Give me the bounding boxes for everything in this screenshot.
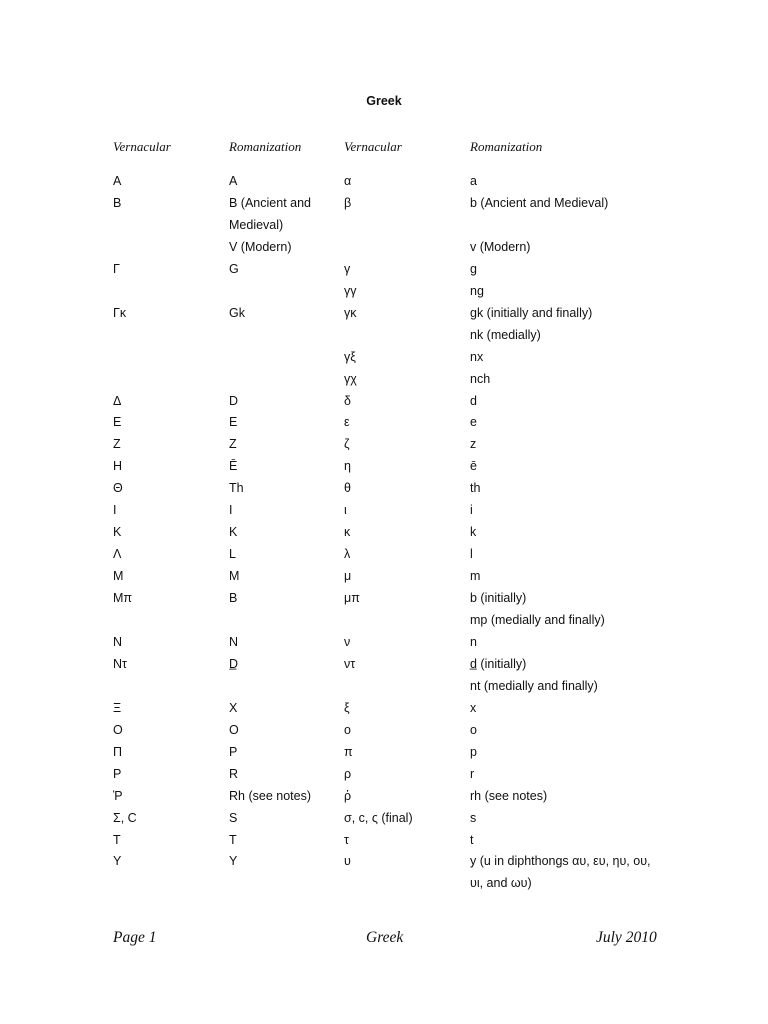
table-cell: s: [470, 810, 477, 825]
table-cell: n: [470, 634, 477, 649]
table-row: [0, 346, 768, 368]
table-cell: Ι: [113, 503, 117, 518]
table-cell: D̲: [229, 656, 239, 671]
table-cell: mp (medially and finally): [470, 613, 605, 627]
table-cell: γχ: [344, 371, 357, 386]
table-row: [0, 324, 768, 346]
table-cell: V (Modern): [229, 239, 292, 254]
table-cell: ξ: [344, 700, 350, 715]
table-row: [0, 763, 768, 785]
table-cell: d: [470, 393, 477, 408]
header-vernacular-2: Vernacular: [344, 139, 402, 154]
table-row: [0, 521, 768, 543]
table-cell: ng: [470, 283, 484, 298]
table-cell: T: [229, 832, 237, 847]
table-cell: i: [470, 503, 473, 518]
table-row: [0, 236, 768, 258]
table-cell: X: [229, 700, 238, 715]
table-row: [0, 872, 768, 894]
table-row: [0, 675, 768, 697]
table-cell: Μπ: [113, 591, 133, 606]
table-cell: Λ: [113, 547, 122, 562]
table-cell: ῥ: [344, 788, 352, 803]
table-cell: δ: [344, 393, 351, 408]
table-cell: z: [470, 437, 477, 452]
table-cell: nt (medially and finally): [470, 678, 598, 693]
table-cell: Κ: [113, 525, 122, 540]
table-cell: Th: [229, 481, 244, 496]
page-title: Greek: [366, 94, 402, 108]
table-cell: Ρ: [113, 766, 122, 781]
table-cell: η: [344, 459, 351, 474]
table-row: [0, 258, 768, 280]
table-cell: ντ: [344, 656, 356, 671]
table-cell: B: [229, 591, 238, 606]
table-row: [0, 653, 768, 675]
table-cell: Medieval): [229, 217, 284, 232]
table-cell: M: [229, 569, 240, 584]
header-vernacular-1: Vernacular: [113, 139, 171, 154]
table-row: [0, 543, 768, 565]
table-cell: ε: [344, 415, 350, 430]
table-cell: e: [470, 415, 477, 430]
table-cell: υ: [344, 854, 351, 869]
table-cell: Β: [113, 195, 122, 210]
table-cell: th: [470, 481, 481, 496]
table-cell: Ν: [113, 634, 123, 649]
footer-date: July 2010: [596, 929, 657, 946]
footer-page-number: Page 1: [113, 929, 157, 946]
table-cell: ο: [344, 722, 351, 737]
table-cell: l: [470, 547, 473, 562]
table-cell: π: [344, 744, 353, 759]
table-cell: ζ: [344, 437, 350, 452]
table-cell: Δ: [113, 393, 122, 408]
table-row: [0, 785, 768, 807]
table-row: [0, 697, 768, 719]
table-cell: Π: [113, 744, 123, 759]
table-cell: p: [470, 744, 477, 759]
table-cell: Ῥ: [113, 788, 123, 803]
table-cell: Y: [229, 854, 238, 869]
table-cell: d̲ (initially): [470, 656, 527, 671]
table-cell: Rh (see notes): [229, 788, 311, 803]
table-cell: γκ: [344, 305, 357, 320]
header-romanization-1: Romanization: [229, 139, 302, 154]
table-cell: D: [229, 393, 239, 408]
table-cell: Μ: [113, 569, 124, 584]
table-cell: ρ: [344, 766, 352, 781]
table-cell: ι: [344, 503, 347, 518]
table-cell: Τ: [113, 832, 121, 847]
table-cell: N: [229, 634, 239, 649]
table-cell: Α: [113, 174, 122, 188]
table-cell: B (Ancient and: [229, 195, 311, 210]
table-cell: I: [229, 503, 233, 518]
table-row: [0, 280, 768, 302]
table-cell: Ε: [113, 415, 122, 430]
table-cell: t: [470, 832, 474, 847]
table-cell: Γκ: [113, 305, 127, 320]
table-cell: γξ: [344, 349, 356, 364]
table-cell: σ, c, ς (final): [344, 810, 413, 825]
table-row: [0, 433, 768, 455]
table-row: [0, 499, 768, 521]
table-cell: g: [470, 261, 477, 276]
table-row: [0, 741, 768, 763]
table-row: [0, 631, 768, 653]
table-row: [0, 587, 768, 609]
table-cell: m: [470, 569, 481, 584]
table-cell: P: [229, 744, 238, 759]
table-row: [0, 807, 768, 829]
table-cell: ē: [470, 459, 477, 474]
table-cell: Η: [113, 459, 123, 474]
table-cell: rh (see notes): [470, 788, 548, 803]
table-cell: υι, and ωυ): [470, 876, 532, 891]
table-cell: nch: [470, 371, 491, 386]
table-cell: x: [470, 700, 477, 715]
table-row: [0, 719, 768, 741]
table-cell: Θ: [113, 481, 123, 496]
footer-section: Greek: [366, 929, 404, 946]
table-cell: Ξ: [113, 700, 122, 715]
table-cell: v (Modern): [470, 239, 531, 254]
table-row: [0, 390, 768, 412]
table-cell: Σ, C: [113, 810, 137, 825]
table-cell: Gk: [229, 305, 245, 320]
table-cell: ν: [344, 634, 351, 649]
table-cell: R: [229, 766, 239, 781]
table-cell: S: [229, 810, 238, 825]
table-cell: Ζ: [113, 437, 121, 452]
table-row: [0, 455, 768, 477]
table-cell: μπ: [344, 591, 360, 606]
table-cell: b (Ancient and Medieval): [470, 195, 609, 210]
table-row: [0, 477, 768, 499]
table-cell: E: [229, 415, 238, 430]
table-cell: β: [344, 195, 352, 210]
table-row: [0, 170, 768, 192]
table-row: [0, 411, 768, 433]
table-cell: r: [470, 766, 475, 781]
table-cell: gk (initially and finally): [470, 305, 593, 320]
table-row: [0, 829, 768, 851]
table-cell: κ: [344, 525, 351, 540]
table-cell: b (initially): [470, 591, 527, 606]
table-row: [0, 850, 768, 872]
table-row: [0, 565, 768, 587]
table-cell: a: [470, 174, 477, 188]
table-cell: nk (medially): [470, 327, 541, 342]
table-row: [0, 609, 768, 631]
table-cell: Γ: [113, 261, 120, 276]
table-cell: K: [229, 525, 238, 540]
table-cell: y (u in diphthongs αυ, ευ, ηυ, ου,: [470, 854, 651, 869]
table-cell: Ντ: [113, 656, 127, 671]
table-cell: O: [229, 722, 239, 737]
table-cell: μ: [344, 569, 352, 584]
table-cell: nx: [470, 349, 484, 364]
table-cell: Ē: [229, 459, 238, 474]
table-cell: α: [344, 174, 352, 188]
header-romanization-2: Romanization: [470, 139, 543, 154]
table-cell: τ: [344, 832, 349, 847]
table-cell: Υ: [113, 854, 122, 869]
table-cell: θ: [344, 481, 351, 496]
table-cell: λ: [344, 547, 351, 562]
table-cell: A: [229, 174, 238, 188]
table-cell: Ο: [113, 722, 123, 737]
table-row: [0, 302, 768, 324]
table-row: [0, 368, 768, 390]
table-cell: o: [470, 722, 477, 737]
table-cell: L: [229, 547, 236, 562]
table-row: [0, 214, 768, 236]
table-cell: γ: [344, 261, 351, 276]
table-cell: Z: [229, 437, 237, 452]
table-cell: G: [229, 261, 239, 276]
table-row: [0, 192, 768, 214]
table-cell: k: [470, 525, 477, 540]
table-cell: γγ: [344, 283, 357, 298]
